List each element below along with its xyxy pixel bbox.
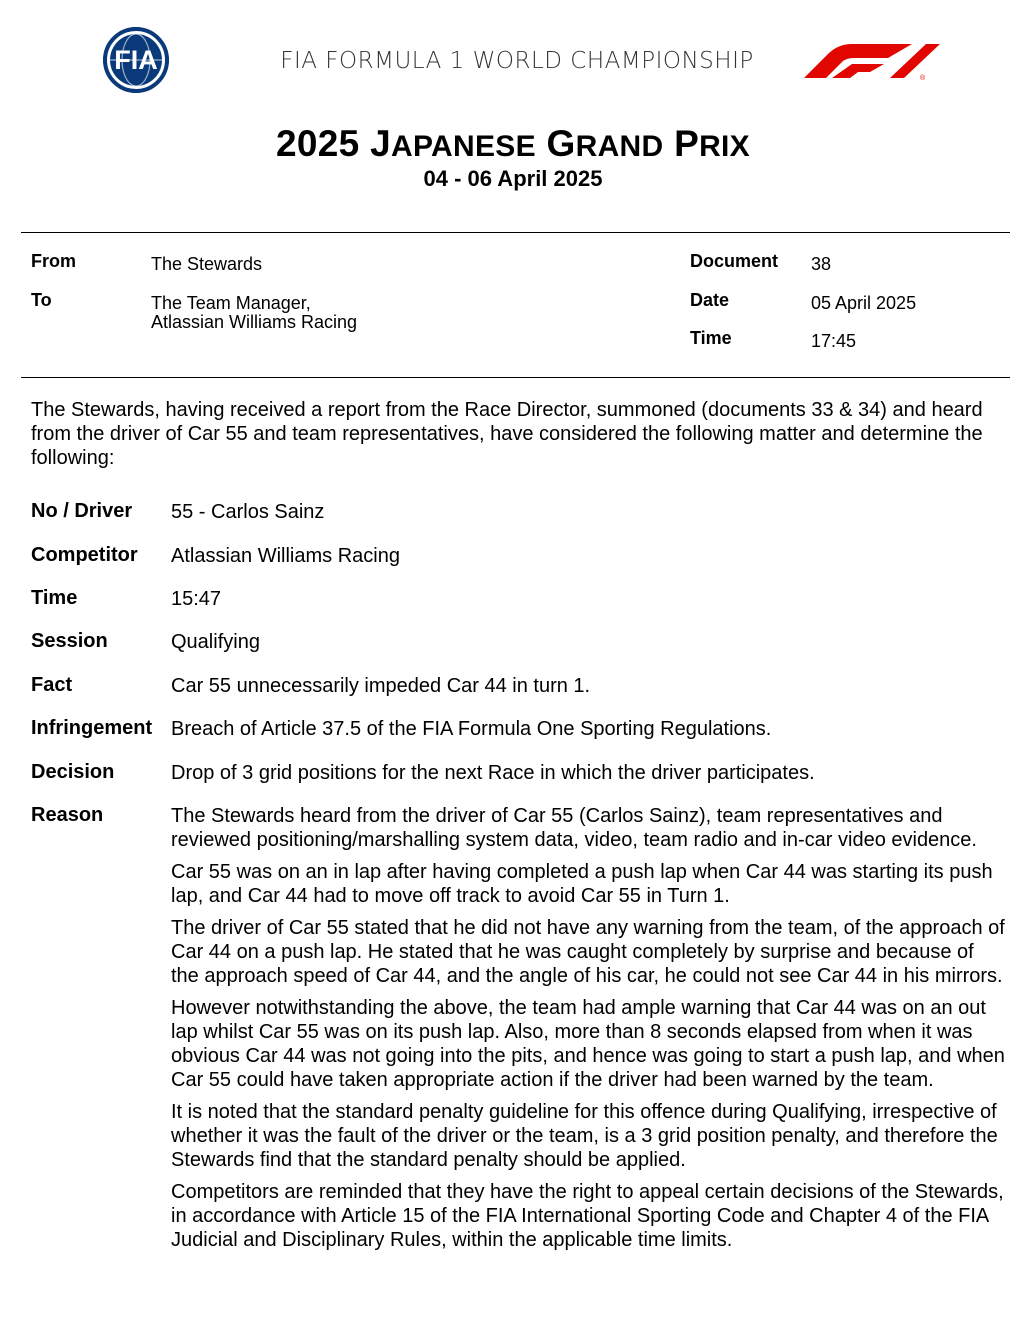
svg-text:®: ®	[920, 75, 926, 82]
time-value: 17:45	[811, 331, 857, 351]
event-title-apanese: APANESE	[391, 130, 536, 163]
reason-paragraph: The Stewards heard from the driver of Car 55 (Carlos Sainz), team representatives and reviewed positioning/marshalling system data, video, team radio and in-car video evidence.	[171, 805, 977, 851]
intro-paragraph: The Stewards, having received a report from the Race Director, summoned (documents 33 & 34) and heard from the driver of Car 55 and team representatives, have considered the following matter and determine the following:	[31, 399, 983, 469]
to-label: To	[31, 290, 52, 310]
reason-paragraph: However notwithstanding the above, the team had ample warning that Car 44 was on an out lap whilst Car 55 was on its push lap. Also, more than 8 seconds elapsed from when it was obvious Car 44 was not going into the pits, and hence was going to start a push lap, and when Car 55 could have taken appropriate action if the driver had been warned by the team.	[171, 997, 1005, 1091]
divider-top	[21, 232, 1010, 233]
fact-label: Fact	[31, 674, 73, 696]
event-year: 2025	[276, 123, 360, 164]
document-value: 38	[811, 254, 832, 274]
document-label: Document	[690, 251, 779, 271]
incident-time-value: 15:47	[171, 588, 222, 610]
event-title-g: G	[546, 123, 576, 164]
date-label: Date	[690, 290, 730, 310]
reason-text	[171, 804, 1006, 1260]
event-title-p: P	[674, 123, 700, 164]
to-value-line1: The Team Manager,	[151, 293, 311, 313]
infringement-label: Infringement	[31, 717, 153, 739]
to-value-line2: Atlassian Williams Racing	[151, 312, 358, 332]
competitor-label: Competitor	[31, 544, 138, 566]
reason-paragraph: Competitors are reminded that they have the right to appeal certain decisions of the Stewards, in accordance with Article 15 of the FIA International Sporting Code and Chapter 4 of the FIA Judicial and Disciplinary Rules, within the applicable time limits.	[171, 1181, 1004, 1251]
reason-paragraph: Car 55 was on an in lap after having completed a push lap when Car 44 was starting its push lap, and Car 44 had to move off track to avoid Car 55 in Turn 1.	[171, 861, 993, 907]
event-title-rix: RIX	[699, 130, 750, 163]
reason-paragraph: The driver of Car 55 stated that he did not have any warning from the team, of the approach of Car 44 on a push lap. He stated that he was caught completely by surprise and because of the approach speed of Car 44, and the angle of his car, he could not see Car 44 in his mirrors.	[171, 917, 1005, 987]
event-title-rand: RAND	[575, 130, 664, 163]
fact-value: Car 55 unnecessarily impeded Car 44 in turn 1.	[171, 675, 591, 697]
f1-logo-icon	[802, 40, 942, 82]
event-dates: 04 - 06 April 2025	[423, 166, 603, 191]
incident-time-label: Time	[31, 587, 78, 609]
event-title-j: J	[370, 123, 391, 164]
session-value: Qualifying	[171, 631, 260, 653]
reason-label: Reason	[31, 804, 104, 826]
infringement-value: Breach of Article 37.5 of the FIA Formula One Sporting Regulations.	[171, 718, 772, 740]
date-value: 05 April 2025	[811, 293, 917, 313]
competitor-value: Atlassian Williams Racing	[171, 545, 400, 567]
session-label: Session	[31, 630, 108, 652]
from-value: The Stewards	[151, 254, 263, 274]
decision-value: Drop of 3 grid positions for the next Race in which the driver participates.	[171, 762, 815, 784]
driver-value: 55 - Carlos Sainz	[171, 501, 325, 523]
event-title	[0, 123, 1026, 165]
document-header	[0, 0, 1026, 110]
time-label: Time	[690, 328, 732, 348]
fia-logo-text: FIA	[114, 45, 158, 75]
reason-paragraph: It is noted that the standard penalty guideline for this offence during Qualifying, irrespective of whether it was the fault of the driver or the team, is a 3 grid position penalty, and therefore the Stewards find that the standard penalty should be applied.	[171, 1101, 998, 1171]
from-label: From	[31, 251, 76, 271]
divider-bottom	[21, 377, 1010, 378]
driver-label: No / Driver	[31, 500, 133, 522]
championship-title: FIA FORMULA 1 WORLD CHAMPIONSHIP	[280, 48, 754, 74]
decision-label: Decision	[31, 761, 115, 783]
